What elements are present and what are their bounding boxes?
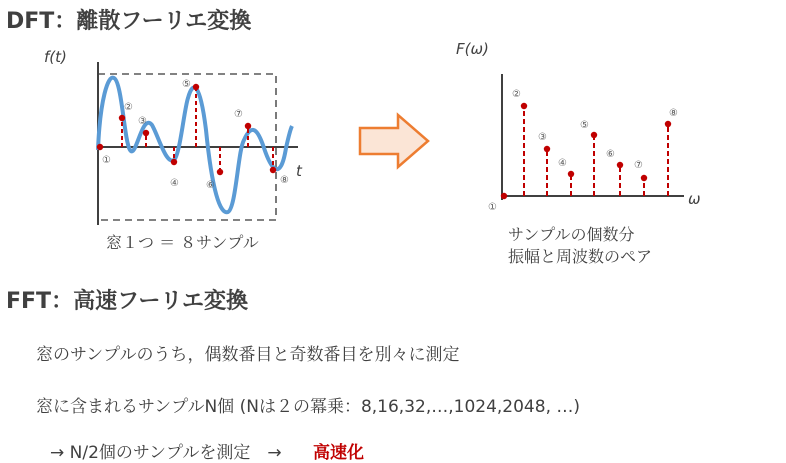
transform-arrow-icon	[358, 112, 432, 170]
fft-line3-prefix: → N/2個のサンプルを測定 →	[50, 443, 282, 463]
time-sample-point-3	[143, 130, 149, 136]
t-axis-label: t	[296, 162, 302, 180]
freq-caption-line2: 振幅と周波数のペア	[508, 247, 653, 266]
time-sample-label-1: ①	[102, 155, 111, 166]
time-sample-label-5: ⑤	[182, 79, 191, 90]
time-sample-point-4	[171, 159, 177, 165]
frequency-domain-plot	[440, 40, 710, 220]
fft-highlight: 高速化	[313, 443, 365, 463]
time-sample-point-6	[217, 169, 223, 175]
time-axis-label: f(t)	[44, 48, 67, 66]
time-sample-label-4: ④	[170, 178, 179, 189]
time-sample-label-2: ②	[124, 102, 133, 113]
window-caption: 窓１つ ＝ ８サンプル	[106, 233, 259, 252]
freq-sample-label-5: ⑤	[580, 120, 589, 131]
dft-title: DFT：離散フーリエ変換	[6, 9, 252, 34]
time-sample-point-1	[97, 144, 103, 150]
freq-sample-point-6	[617, 162, 623, 168]
freq-sample-label-3: ③	[538, 132, 547, 143]
freq-sample-point-2	[521, 103, 527, 109]
freq-sample-point-3	[544, 146, 550, 152]
time-sample-point-5	[193, 84, 199, 90]
freq-caption	[508, 224, 652, 268]
freq-sample-point-7	[641, 175, 647, 181]
freq-sample-label-4: ④	[558, 158, 567, 169]
time-sample-point-7	[245, 123, 251, 129]
omega-axis-label: ω	[688, 190, 701, 208]
fft-title: FFT：高速フーリエ変換	[6, 289, 248, 314]
freq-sample-point-1	[501, 193, 507, 199]
freq-caption-line1: サンプルの個数分	[508, 225, 635, 244]
freq-sample-label-2: ②	[512, 89, 521, 100]
time-sample-point-2	[119, 115, 125, 121]
freq-sample-point-5	[591, 132, 597, 138]
time-sample-point-8	[270, 167, 276, 173]
time-sample-label-3: ③	[138, 116, 147, 127]
time-sample-label-7: ⑦	[234, 109, 243, 120]
freq-axis-label: F(ω)	[456, 40, 489, 58]
freq-sample-point-4	[568, 171, 574, 177]
fft-line2: 窓に含まれるサンプルN個 (Nは２の冪乗：8,16,32,…,1024,2048, …)	[36, 397, 581, 417]
freq-sample-label-8: ⑧	[669, 108, 678, 119]
freq-sample-label-7: ⑦	[634, 160, 643, 171]
time-sample-label-8: ⑧	[280, 175, 289, 186]
fft-line1: 窓のサンプルのうち，偶数番目と奇数番目を別々に測定	[36, 345, 460, 365]
fft-line3	[50, 438, 364, 463]
freq-sample-label-1: ①	[488, 202, 497, 213]
freq-sample-label-6: ⑥	[606, 149, 615, 160]
freq-sample-point-8	[665, 121, 671, 127]
time-sample-label-6: ⑥	[206, 180, 215, 191]
time-domain-plot	[30, 40, 320, 230]
